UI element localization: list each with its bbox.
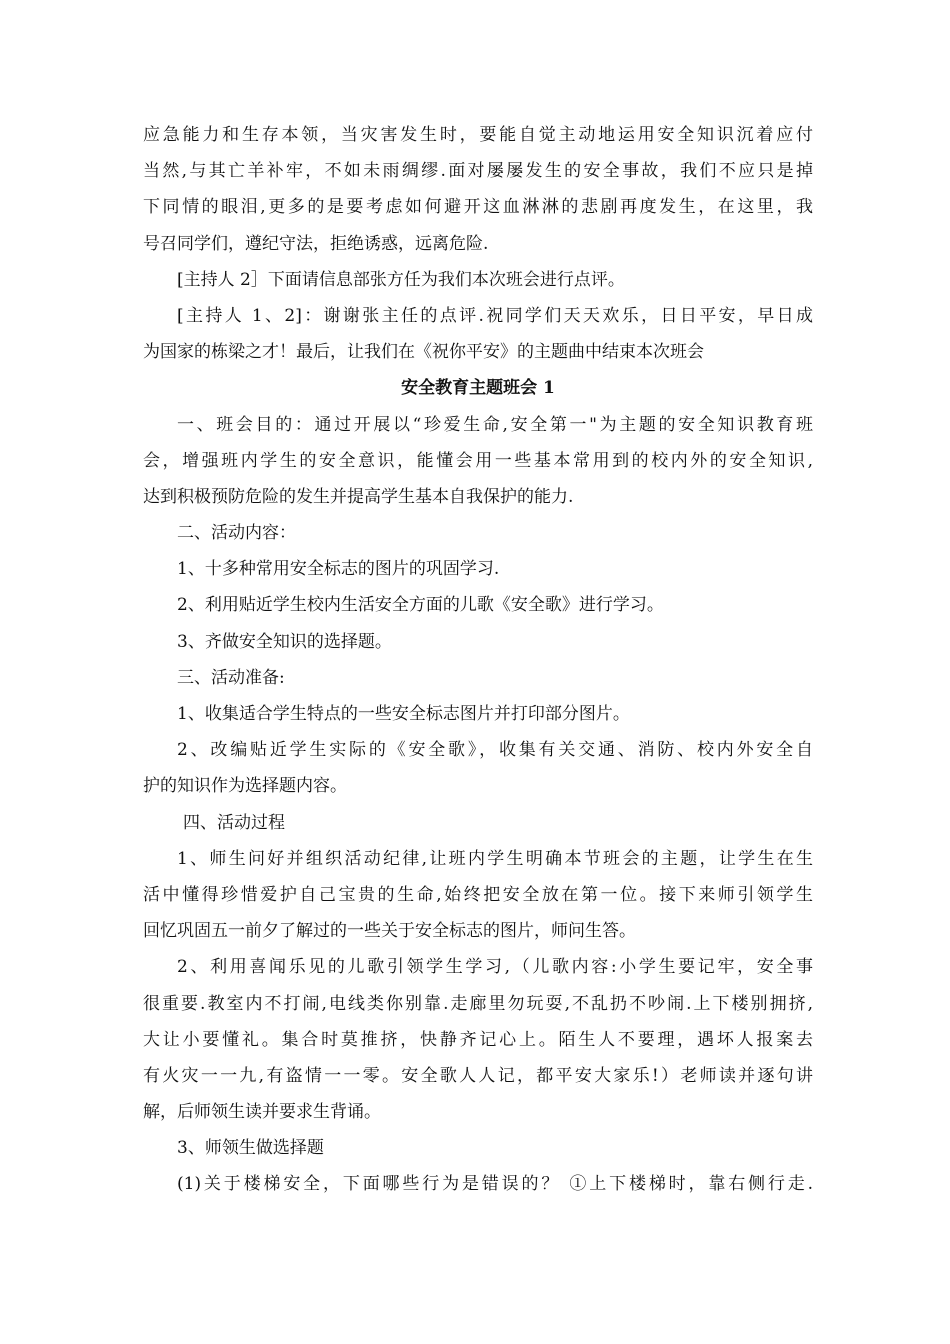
paragraph-line: 很重要.教室内不打闹,电线类你别靠.走廊里勿玩耍,不乱扔不吵闹.上下楼别拥挤, bbox=[143, 993, 813, 1014]
paragraph-line: 应急能力和生存本领，当灾害发生时，要能自觉主动地运用安全知识沉着应付 bbox=[143, 125, 813, 145]
list-item: 2、改编贴近学生实际的《安全歌》，收集有关交通、消防、校内外安全自 bbox=[177, 740, 813, 761]
list-heading: 三、活动准备: bbox=[177, 667, 285, 688]
paragraph-line: 解，后师领生读并要求生背诵。 bbox=[143, 1102, 381, 1123]
paragraph-line: 号召同学们，遵纪守法，拒绝诱惑，远离危险. bbox=[143, 233, 489, 254]
list-item: 2、利用贴近学生校内生活安全方面的儿歌《安全歌》进行学习。 bbox=[177, 595, 664, 616]
list-item: 2、利用喜闻乐见的儿歌引领学生学习,（儿歌内容:小学生要记牢，安全事 bbox=[177, 957, 813, 978]
host-line: [主持人 2］下面请信息部张方任为我们本次班会进行点评。 bbox=[177, 269, 625, 290]
list-heading: 二、活动内容： bbox=[177, 523, 296, 544]
list-heading: 3、师领生做选择题 bbox=[177, 1138, 324, 1159]
host-line: [主持人 1、2]：谢谢张主任的点评.祝同学们天天欢乐，日日平安，早日成 bbox=[177, 305, 813, 326]
paragraph-line: 下同情的眼泪,更多的是要考虑如何避开这血淋淋的悲剧再度发生，在这里，我 bbox=[143, 197, 813, 218]
document-body bbox=[143, 117, 813, 1203]
paragraph-line: 有火灾一一九,有盗情一一零。安全歌人人记，都平安大家乐!）老师读并逐句讲 bbox=[143, 1065, 813, 1086]
list-item: 1、师生问好并组织活动纪律,让班内学生明确本节班会的主题，让学生在生 bbox=[177, 848, 813, 869]
list-item: 1、收集适合学生特点的一些安全标志图片并打印部分图片。 bbox=[177, 704, 630, 724]
paragraph-line: 会，增强班内学生的安全意识，能懂会用一些基本常用到的校内外的安全知识, bbox=[143, 450, 813, 471]
paragraph-line: 回忆巩固五一前夕了解过的一些关于安全标志的图片，师问生答。 bbox=[143, 921, 636, 942]
paragraph-line: 一、班会目的：通过开展以“珍爱生命,安全第一"为主题的安全知识教育班 bbox=[177, 414, 813, 435]
list-item: 1、十多种常用安全标志的图片的巩固学习. bbox=[177, 559, 500, 580]
list-item: 3、齐做安全知识的选择题。 bbox=[177, 631, 392, 652]
paragraph-line: 为国家的栋梁之才！最后，让我们在《祝你平安》的主题曲中结束本次班会 bbox=[143, 342, 704, 363]
paragraph-line: 当然,与其亡羊补牢，不如未雨绸缪.面对屡屡发生的安全事故，我们不应只是掉 bbox=[143, 161, 813, 182]
list-heading: 四、活动过程 bbox=[183, 812, 285, 833]
paragraph-line: 大让小要懂礼。集合时莫推挤，快静齐记心上。陌生人不要理，遇坏人报案去 bbox=[143, 1029, 813, 1050]
paragraph-line: 护的知识作为选择题内容。 bbox=[143, 776, 347, 797]
question-line: (1)关于楼梯安全，下面哪些行为是错误的？ ①上下楼梯时，靠右侧行走. bbox=[177, 1174, 813, 1195]
section-heading: 安全教育主题班会 1 bbox=[401, 378, 555, 399]
paragraph-line: 达到积极预防危险的发生并提高学生基本自我保护的能力. bbox=[143, 486, 574, 507]
paragraph-line: 活中懂得珍惜爱护自己宝贵的生命,始终把安全放在第一位。接下来师引领学生 bbox=[143, 884, 813, 905]
